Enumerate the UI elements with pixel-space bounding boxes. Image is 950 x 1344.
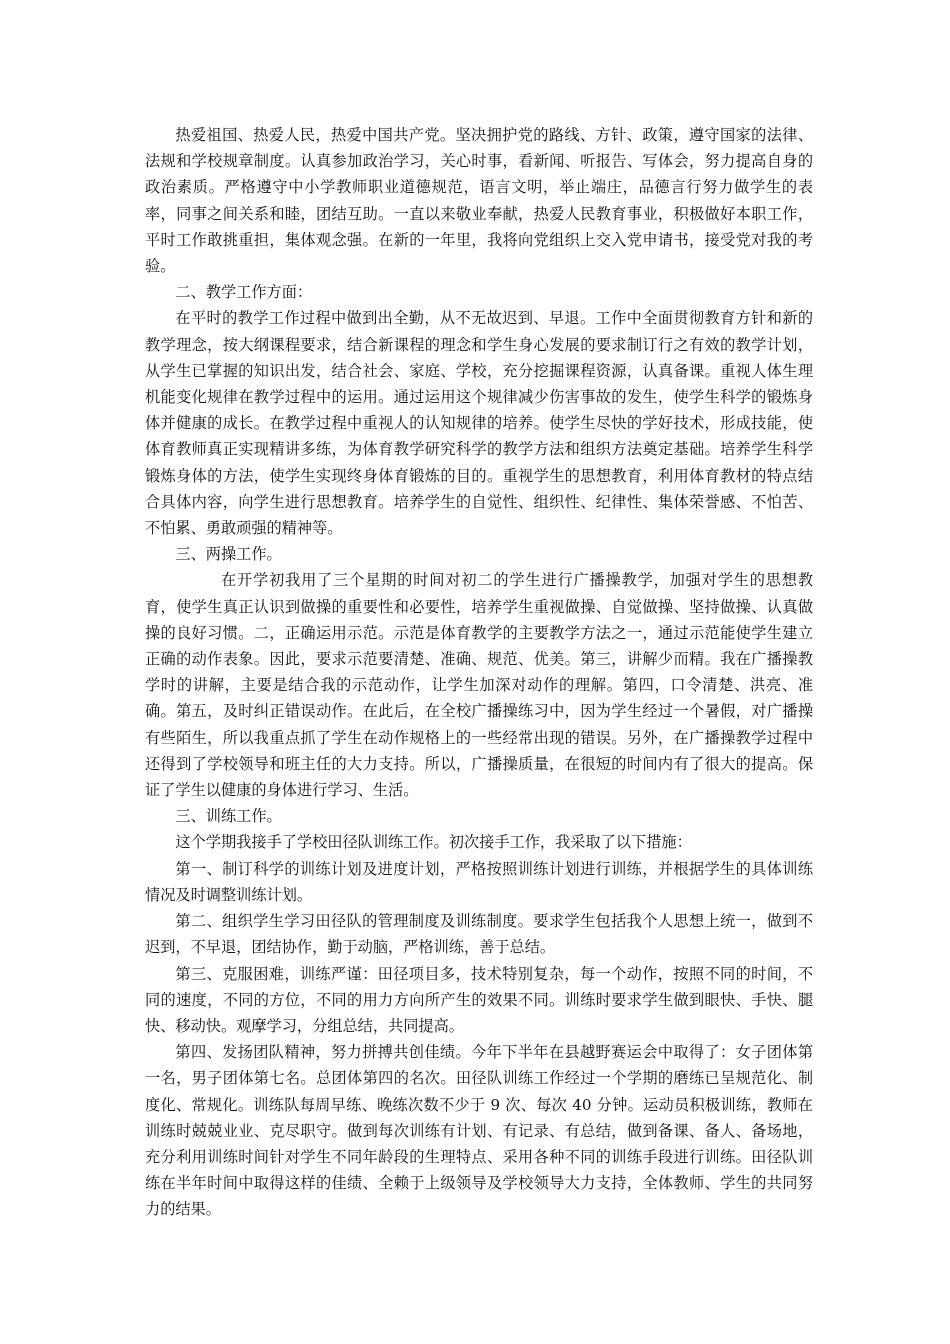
- paragraph-training-third: 第三、克服困难，训练严谨：田径项目多，技术特别复杂，每一个动作，按照不同的时间，不同的速度，不同的方位，不同的用力方向所产生的效果不同。训练时要求学生做到眼快、手快、腿快、移动快。观摩学习，分组总结，共同提高。: [145, 964, 813, 1035]
- paragraph-exercise-work: 在开学初我用了三个星期的时间对初二的学生进行广播操教学，加强对学生的思想教育，使学生真正认识到做操的重要性和必要性，培养学生重视做操、自觉做操、坚持做操、认真做操的良好习惯。二，正确运用示范。示范是体育教学的主要教学方法之一，通过示范能使学生建立正确的动作表象。因此，要求示范要清楚、准确、规范、优美。第三，讲解少而精。我在广播操教学时的讲解，主要是结合我的示范动作，让学生加深对动作的理解。第四，口令清楚、洪亮、准确。第五，及时纠正错误动作。在此后，在全校广播操练习中，因为学生经过一个暑假，对广播操有些陌生，所以我重点抓了学生在动作规格上的一些经常出现的错误。另外，在广播操教学过程中还得到了学校领导和班主任的大力支持。所以，广播操质量，在很短的时间内有了很大的提高。保证了学生以健康的身体进行学习、生活。: [145, 571, 813, 800]
- paragraph-training-intro: 这个学期我接手了学校田径队训练工作。初次接手工作，我采取了以下措施：: [175, 833, 692, 852]
- document-body: [145, 122, 813, 1223]
- heading-teaching-work: 二、教学工作方面：: [175, 283, 313, 302]
- paragraph-training-first: 第一、制订科学的训练计划及进度计划，严格按照训练计划进行训练，并根据学生的具体训练情况及时调整训练计划。: [145, 859, 813, 904]
- heading-exercise-work: 三、两操工作。: [175, 545, 282, 564]
- paragraph-training-second: 第二、组织学生学习田径队的管理制度及训练制度。要求学生包括我个人思想上统一，做到不迟到，不早退，团结协作，勤于动脑，严格训练，善于总结。: [145, 912, 813, 957]
- paragraph-political-quality: 热爱祖国、热爱人民，热爱中国共产党。坚决拥护党的路线、方针、政策，遵守国家的法律、法规和学校规章制度。认真参加政治学习，关心时事，看新闻、听报告、写体会，努力提高自身的政治素质。严格遵守中小学教师职业道德规范，语言文明，举止端庄，品德言行努力做学生的表率，同事之间关系和睦，团结互助。一直以来敬业奉献，热爱人民教育事业，积极做好本职工作，平时工作敢挑重担，集体观念强。在新的一年里，我将向党组织上交入党申请书，接受党对我的考验。: [145, 126, 813, 276]
- paragraph-training-fourth: 第四、发扬团队精神，努力拼搏共创佳绩。今年下半年在县越野赛运会中取得了：女子团体第一名，男子团体第七名。总团体第四的名次。田径队训练工作经过一个学期的磨练已呈规范化、制度化、常规化。训练队每周早练、晚练次数不少于 9 次、每次 40 分钟。运动员积极训练，教师在训练时兢兢业业、克尽职守。做到每次训练有计划、有记录、有总结，做到备课、备人、备场地，充分利用训练时间针对学生不同年龄段的生理特点、采用各种不同的训练手段进行训练。田径队训练在半年时间中取得这样的佳绩、全赖于上级领导及学校领导大力支持，全体教师、学生的共同努力的结果。: [145, 1043, 813, 1219]
- paragraph-teaching-work: 在平时的教学工作过程中做到出全勤，从不无故迟到、早退。工作中全面贯彻教育方针和新的教学理念，按大纲课程要求，结合新课程的理念和学生身心发展的要求制订行之有效的教学计划，从学生已掌握的知识出发，结合社会、家庭、学校，充分挖掘课程资源，认真备课。重视人体生理机能变化规律在教学过程中的运用。通过运用这个规律减少伤害事故的发生，使学生科学的锻炼身体并健康的成长。在教学过程中重视人的认知规律的培养。使学生尽快的学好技术，形成技能，使体育教师真正实现精讲多练，为体育教学研究科学的教学方法和组织方法奠定基础。培养学生科学锻炼身体的方法，使学生实现终身体育锻炼的目的。重视学生的思想教育，利用体育教材的特点结合具体内容，向学生进行思想教育。培养学生的自觉性、组织性、纪律性、集体荣誉感、不怕苦、不怕累、勇敢顽强的精神等。: [145, 309, 813, 538]
- heading-training-work: 三、训练工作。: [175, 807, 282, 826]
